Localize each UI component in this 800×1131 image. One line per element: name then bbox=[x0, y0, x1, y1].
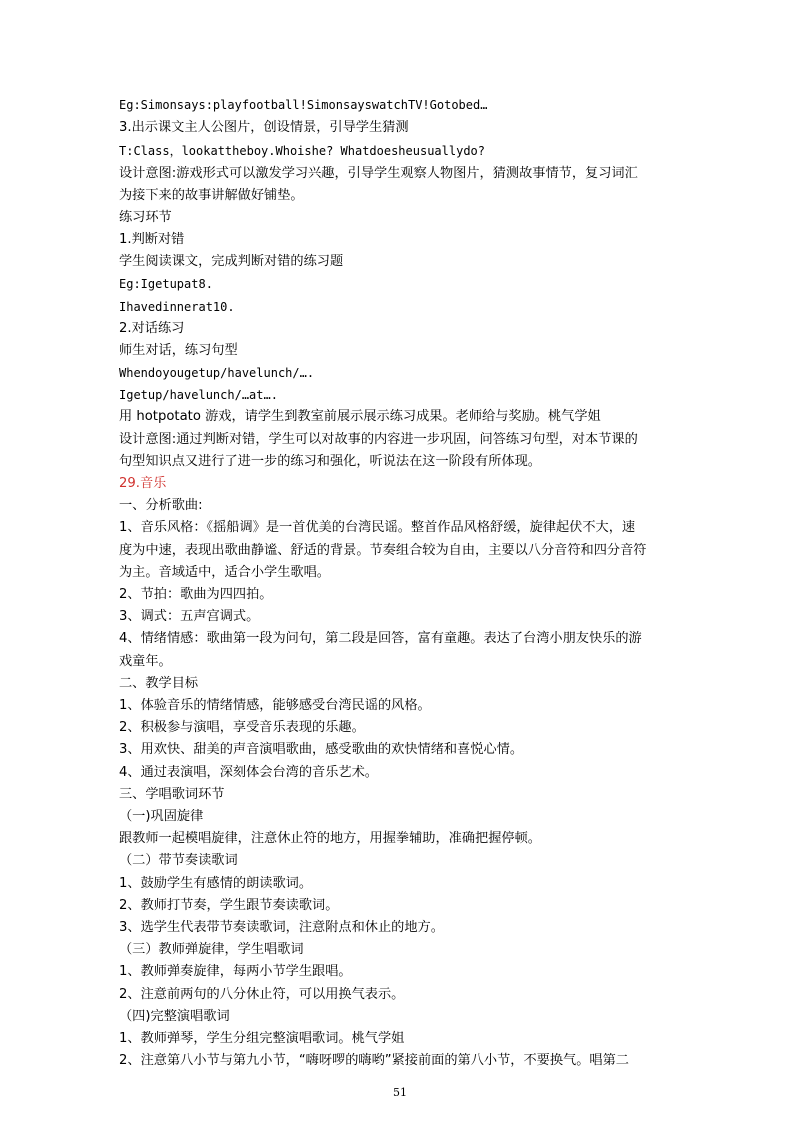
text-line: 2、注意第八小节与第九小节，“嗨呀啰的嗨哟”紧接前面的第八小节，不要换气。唱第二 bbox=[119, 1053, 629, 1068]
text-line: 设计意图:通过判断对错，学生可以对故事的内容进一步巩固，问答练习句型，对本节课的 bbox=[119, 432, 638, 447]
text-line: 2、注意前两句的八分休止符，可以用换气表示。 bbox=[119, 987, 405, 1002]
text-line: 3、调式：五声宫调式。 bbox=[119, 609, 260, 624]
text-line: 学生阅读课文，完成判断对错的练习题 bbox=[119, 254, 344, 269]
subsection-heading: （一)巩固旋律 bbox=[119, 809, 204, 824]
section-heading: 练习环节 bbox=[119, 210, 172, 225]
text-line: 1、鼓励学生有感情的朗读歌词。 bbox=[119, 876, 313, 891]
text-line: 一、分析歌曲: bbox=[119, 498, 203, 513]
text-line: 设计意图:游戏形式可以激发学习兴趣，引导学生观察人物图片，猜测故事情节，复习词汇 bbox=[119, 166, 638, 181]
text-line: 2、节拍：歌曲为四四拍。 bbox=[119, 587, 273, 602]
text-line: Igetup/havelunch/…at…. bbox=[119, 388, 278, 402]
text-line: 1、教师弹奏旋律，每两小节学生跟唱。 bbox=[119, 964, 352, 979]
text-line: 跟教师一起模唱旋律，注意休止符的地方，用握拳辅助，准确把握停顿。 bbox=[119, 831, 541, 846]
text-line: 3、用欢快、甜美的声音演唱歌曲，感受歌曲的欢快情绪和喜悦心情。 bbox=[119, 742, 524, 757]
text-line: 2.对话练习 bbox=[119, 321, 185, 336]
text-line: 1、教师弹琴，学生分组完整演唱歌词。桃气学姐 bbox=[119, 1031, 405, 1046]
text-line: Eg:Igetupat8. bbox=[119, 277, 213, 291]
text-line: 为主。音域适中，适合小学生歌唱。 bbox=[119, 565, 330, 580]
text-line: 师生对话，练习句型 bbox=[119, 343, 238, 358]
text-line: 3.出示课文主人公图片，创设情景，引导学生猜测 bbox=[119, 120, 409, 135]
subsection-heading: （四)完整演唱歌词 bbox=[119, 1009, 230, 1024]
text-line: 为接下来的故事讲解做好铺垫。 bbox=[119, 188, 304, 203]
text-line: 句型知识点又进行了进一步的练习和强化，听说法在这一阶段有所体现。 bbox=[119, 454, 541, 469]
text-line: Eg:Simonsays:playfootball!SimonsayswatchTV!Gotobed… bbox=[119, 98, 488, 112]
section-title: 29.音乐 bbox=[119, 476, 167, 491]
text-line: 用 hotpotato 游戏，请学生到教室前展示展示练习成果。老师给与奖励。桃气学姐 bbox=[119, 409, 601, 424]
page-number: 51 bbox=[393, 1086, 407, 1099]
text-line: 1、音乐风格：《摇船调》是一首优美的台湾民谣。整首作品风格舒缓，旋律起伏不大，速 bbox=[119, 520, 636, 535]
section-heading: 二、教学目标 bbox=[119, 676, 199, 691]
text-line: 2、教师打节奏，学生跟节奏读歌词。 bbox=[119, 898, 339, 913]
text-line: 2、积极参与演唱，享受音乐表现的乐趣。 bbox=[119, 720, 365, 735]
text-line: Whendoyougetup/havelunch/…. bbox=[119, 366, 315, 380]
text-line: 1.判断对错 bbox=[119, 232, 185, 247]
text-line: 度为中速，表现出歌曲静谧、舒适的背景。节奏组合较为自由，主要以八分音符和四分音符 bbox=[119, 543, 647, 558]
text-line: 3、选学生代表带节奏读歌词，注意附点和休止的地方。 bbox=[119, 920, 444, 935]
text-line: 4、通过表演唱，深刻体会台湾的音乐艺术。 bbox=[119, 765, 378, 780]
subsection-heading: （三）教师弹旋律，学生唱歌词 bbox=[119, 942, 304, 957]
subsection-heading: （二）带节奏读歌词 bbox=[119, 853, 238, 868]
text-line: 戏童年。 bbox=[119, 654, 172, 669]
text-line: Ihavedinnerat10. bbox=[119, 300, 235, 314]
text-line: 1、体验音乐的情绪情感，能够感受台湾民谣的风格。 bbox=[119, 698, 431, 713]
text-line: 4、情绪情感：歌曲第一段为问句，第二段是回答，富有童趣。表达了台湾小朋友快乐的游 bbox=[119, 631, 642, 646]
section-heading: 三、学唱歌词环节 bbox=[119, 787, 225, 802]
text-line: T:Class，lookattheboy.Whoishe? Whatdoesheusuallydo? bbox=[119, 144, 486, 158]
